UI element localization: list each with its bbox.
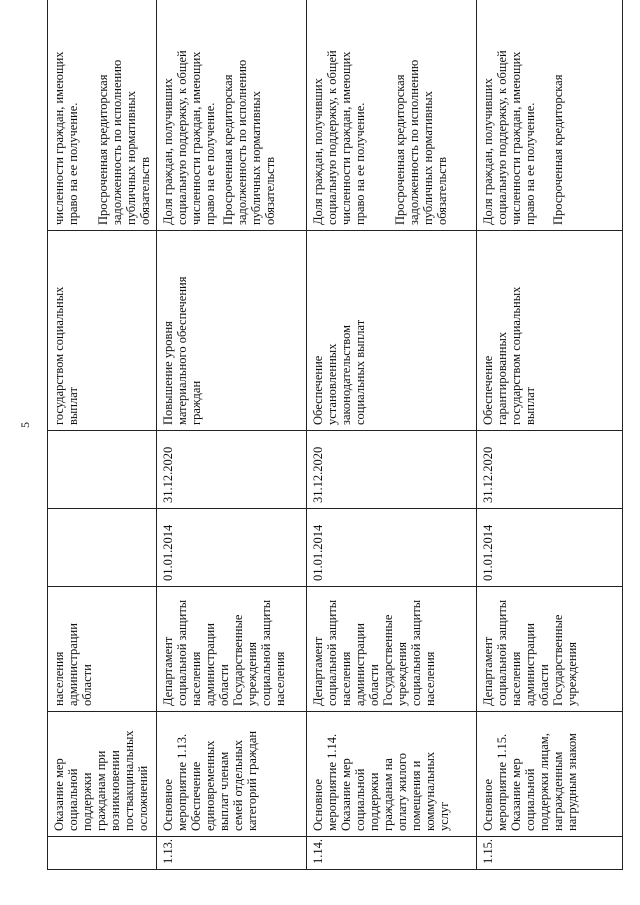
measure-name-cell: Оказание мер социальной поддержки гражданам при возникновении поствакцинальных осложнений: [48, 712, 157, 837]
measure-name-cell: Основное мероприятие 1.13. Обеспечение единовременных выплат членам семей отдельных категорий граждан: [157, 712, 307, 837]
row-number-cell: 1.15.: [477, 837, 623, 870]
row-number-cell: 1.13.: [157, 837, 307, 870]
rotated-table-container: [47, 0, 607, 870]
table-row: [477, 0, 623, 870]
program-table: [47, 0, 623, 870]
indicators-cell: Доля граждан, получивших социальную поддержку, к общей численности граждан, имеющих право на ее получение. Просроченная кредиторская задолженность по исполнению публичных нормативных обязательств: [307, 0, 477, 231]
table-row: [307, 0, 477, 870]
indicators-cell: Доля граждан, получивших социальную поддержку, к общей численности граждан, имеющих право на ее получение. Просроченная кредиторская: [477, 0, 623, 231]
expected-result-cell: Обеспечение установленных законодательством социальных выплат: [307, 231, 477, 431]
row-number-cell: 1.14.: [307, 837, 477, 870]
executor-cell: населения администрации области: [48, 587, 157, 712]
executor-cell: Департамент социальной защиты населения администрации области Государственные учреждения социальной защиты населения: [307, 587, 477, 712]
table-row: [48, 0, 157, 870]
indicators-cell: Доля граждан, получивших социальную поддержку, к общей численности граждан, имеющих право на ее получение. Просроченная кредиторская задолженность по исполнению публичных нормативных обязательств: [157, 0, 307, 231]
page-number: 5: [18, 422, 32, 428]
end-date-cell: 31.12.2020: [477, 431, 623, 509]
start-date-cell: 01.01.2014: [477, 509, 623, 587]
start-date-cell: 01.01.2014: [307, 509, 477, 587]
start-date-cell: 01.01.2014: [157, 509, 307, 587]
expected-result-cell: Обеспечение гарантированных государством социальных выплат: [477, 231, 623, 431]
end-date-cell: 31.12.2020: [307, 431, 477, 509]
table-row: [157, 0, 307, 870]
start-date-cell: [48, 509, 157, 587]
indicators-cell: численности граждан, имеющих право на ее получение. Просроченная кредиторская задолженность по исполнению публичных нормативных обязательств: [48, 0, 157, 231]
expected-result-cell: Повышение уровня материального обеспечения граждан: [157, 231, 307, 431]
executor-cell: Департамент социальной защиты населения администрации области Государственные учреждения: [477, 587, 623, 712]
measure-name-cell: Основное мероприятие 1.14. Оказание мер социальной поддержки гражданам на оплату жилого помещения и коммунальных услуг: [307, 712, 477, 837]
executor-cell: Департамент социальной защиты населения администрации области Государственные учреждения социальной защиты населения: [157, 587, 307, 712]
row-number-cell: [48, 837, 157, 870]
expected-result-cell: государством социальных выплат: [48, 231, 157, 431]
end-date-cell: 31.12.2020: [157, 431, 307, 509]
measure-name-cell: Основное мероприятие 1.15. Оказание мер социальной поддержки лицам, награжденным нагрудным знаком: [477, 712, 623, 837]
end-date-cell: [48, 431, 157, 509]
